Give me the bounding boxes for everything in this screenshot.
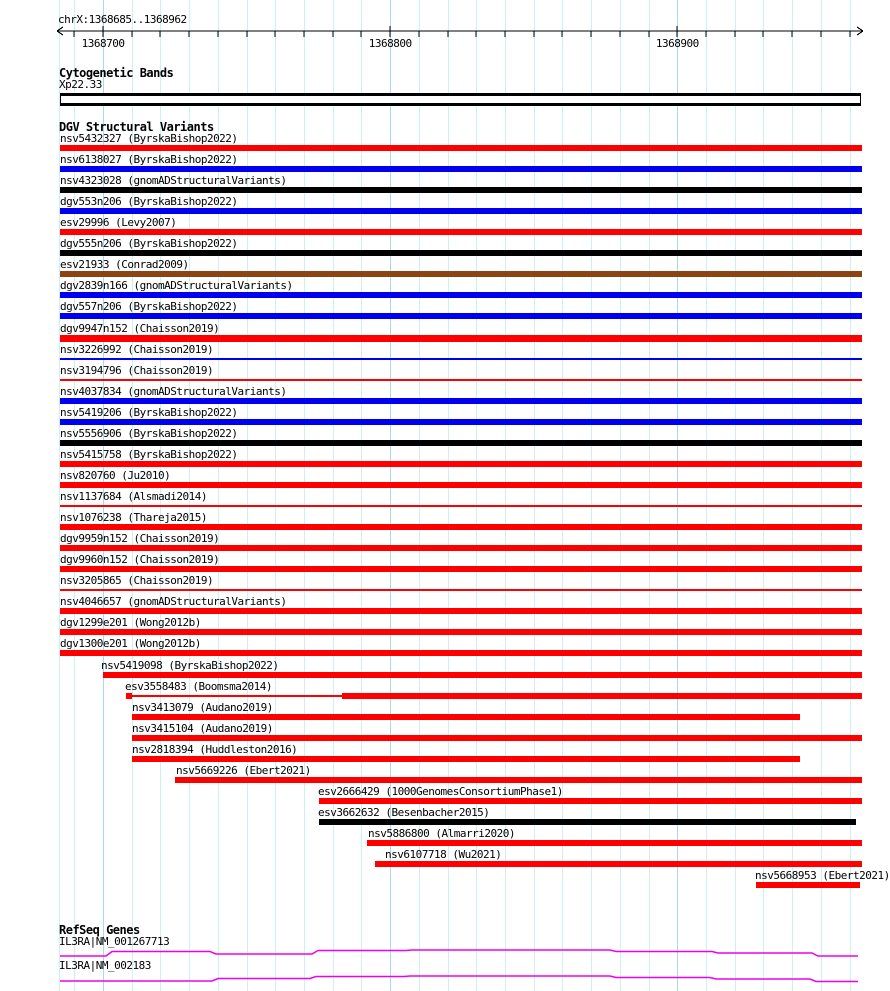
variant-bar[interactable] [60,589,862,591]
gene-glyph[interactable] [0,974,890,986]
variant-label[interactable]: nsv5419098 (ByrskaBishop2022) [101,659,279,672]
variant-label[interactable]: nsv820760 (Ju2010) [60,469,171,482]
variant-row [0,618,890,639]
variant-bar[interactable] [319,819,856,825]
variant-row [0,871,890,892]
section-header-variants: DGV Structural Variants [59,120,214,134]
variant-label[interactable]: dgv555n206 (ByrskaBishop2022) [60,237,238,250]
variant-label[interactable]: nsv6138027 (ByrskaBishop2022) [60,153,238,166]
variant-row [0,239,890,260]
variant-bar[interactable] [132,735,862,741]
variant-label[interactable]: nsv3205865 (Chaisson2019) [60,574,214,587]
ruler-tick-label: 1368700 [81,37,125,50]
variant-bar[interactable] [131,695,342,697]
variant-bar[interactable] [60,229,862,235]
gene-label[interactable]: IL3RA|NM_002183 [59,959,151,972]
variant-bar[interactable] [60,419,862,425]
variant-label[interactable]: nsv5556906 (ByrskaBishop2022) [60,427,238,440]
gene-intron-line [60,976,858,982]
variant-bar[interactable] [756,882,860,888]
variant-bar[interactable] [132,756,800,762]
variant-row [0,366,890,387]
variant-label[interactable]: dgv1299e201 (Wong2012b) [60,616,201,629]
variant-bar[interactable] [175,777,862,783]
variant-label[interactable]: esv21933 (Conrad2009) [60,258,189,271]
variant-label[interactable]: dgv9960n152 (Chaisson2019) [60,553,220,566]
ruler [0,0,890,52]
variant-row [0,534,890,555]
variant-label[interactable]: esv29996 (Levy2007) [60,216,177,229]
variant-label[interactable]: nsv4037834 (gnomADStructuralVariants) [60,385,287,398]
variant-label[interactable]: nsv5419206 (ByrskaBishop2022) [60,406,238,419]
variant-label[interactable]: nsv5668953 (Ebert2021) [755,869,890,882]
region-title: chrX:1368685..1368962 [58,13,187,26]
variant-row [0,513,890,534]
variant-label[interactable]: dgv553n206 (ByrskaBishop2022) [60,195,238,208]
variant-label[interactable]: dgv9959n152 (Chaisson2019) [60,532,220,545]
variant-bar[interactable] [367,840,862,846]
variant-label[interactable]: esv3558483 (Boomsma2014) [125,680,272,693]
variant-bar[interactable] [60,208,862,214]
variant-row [0,345,890,366]
variant-label[interactable]: nsv3415104 (Audano2019) [132,722,273,735]
variant-bar[interactable] [60,187,862,193]
variant-row [0,724,890,745]
variant-row [0,766,890,787]
gene-intron-line [60,950,858,956]
variant-label[interactable]: nsv5886800 (Almarri2020) [368,827,515,840]
variant-row [0,155,890,176]
variant-bar[interactable] [342,693,862,699]
variant-row [0,471,890,492]
variant-row [0,745,890,766]
variant-bar[interactable] [60,250,862,256]
variant-label[interactable]: dgv557n206 (ByrskaBishop2022) [60,300,238,313]
section-header-cytobands: Cytogenetic Bands [59,66,174,80]
variant-bar[interactable] [60,335,862,342]
variant-row [0,324,890,345]
variant-row [0,850,890,871]
variant-label[interactable]: nsv5415758 (ByrskaBishop2022) [60,448,238,461]
variant-row [0,639,890,660]
variant-label[interactable]: nsv3194796 (Chaisson2019) [60,364,214,377]
section-header-genes: RefSeq Genes [59,923,140,937]
variant-bar[interactable] [103,672,862,678]
variant-row [0,450,890,471]
variant-bar[interactable] [60,566,862,572]
variant-row [0,576,890,597]
variant-label[interactable]: nsv3226992 (Chaisson2019) [60,343,214,356]
variant-label[interactable]: esv2666429 (1000GenomesConsortiumPhase1) [318,785,563,798]
variant-bar[interactable] [60,629,862,635]
variant-bar[interactable] [60,482,862,488]
variant-row [0,176,890,197]
variant-bar[interactable] [60,461,862,467]
variant-bar[interactable] [60,505,862,507]
variant-label[interactable]: nsv5669226 (Ebert2021) [176,764,311,777]
variant-bar[interactable] [60,292,862,298]
variant-row [0,281,890,302]
variant-row [0,597,890,618]
variant-label[interactable]: nsv6107718 (Wu2021) [385,848,502,861]
variant-bar[interactable] [60,271,862,277]
variant-row [0,429,890,450]
variant-bar[interactable] [319,798,862,804]
variant-row [0,555,890,576]
variant-label[interactable]: nsv4323028 (gnomADStructuralVariants) [60,174,287,187]
ruler-line [857,27,863,31]
variant-bar[interactable] [60,524,862,530]
variant-bar[interactable] [60,358,862,360]
variant-label[interactable]: dgv2839n166 (gnomADStructuralVariants) [60,279,293,292]
variant-label[interactable]: nsv4046657 (gnomADStructuralVariants) [60,595,287,608]
variant-row [0,260,890,281]
cytoband-label[interactable]: Xp22.33 [59,78,102,91]
variant-bar[interactable] [60,440,862,446]
cytoband-box[interactable] [60,93,861,106]
variant-label[interactable]: nsv1076238 (Thareja2015) [60,511,207,524]
variant-row [0,808,890,829]
variant-bar[interactable] [60,650,862,656]
variant-row [0,218,890,239]
variant-bar[interactable] [60,145,862,151]
variant-bar[interactable] [60,545,862,551]
variant-row [0,661,890,682]
variant-row [0,492,890,513]
variant-row [0,197,890,218]
variant-label[interactable]: nsv3413079 (Audano2019) [132,701,273,714]
ruler-line [857,31,863,35]
variant-bar[interactable] [60,398,862,404]
variant-bar[interactable] [60,379,862,381]
variant-row [0,787,890,808]
ruler-line [57,27,63,31]
variant-bar[interactable] [132,714,800,720]
variant-bar[interactable] [60,166,862,172]
variant-bar[interactable] [375,861,862,867]
variant-label[interactable]: dgv9947n152 (Chaisson2019) [60,322,220,335]
variant-label[interactable]: nsv2818394 (Huddleston2016) [132,743,298,756]
variant-label[interactable]: nsv1137684 (Alsmadi2014) [60,490,207,503]
variant-row [0,682,890,703]
variant-row [0,408,890,429]
ruler-tick-label: 1368900 [655,37,699,50]
variant-label[interactable]: esv3662632 (Besenbacher2015) [318,806,490,819]
variant-bar[interactable] [60,313,862,319]
variant-label[interactable]: nsv5432327 (ByrskaBishop2022) [60,132,238,145]
variant-row [0,302,890,323]
variant-row [0,134,890,155]
gene-label[interactable]: IL3RA|NM_001267713 [59,935,170,948]
variant-row [0,703,890,724]
variant-bar[interactable] [60,608,862,614]
ruler-tick-label: 1368800 [368,37,412,50]
ruler-line [57,31,63,35]
variant-row [0,387,890,408]
variant-row [0,829,890,850]
variant-label[interactable]: dgv1300e201 (Wong2012b) [60,637,201,650]
